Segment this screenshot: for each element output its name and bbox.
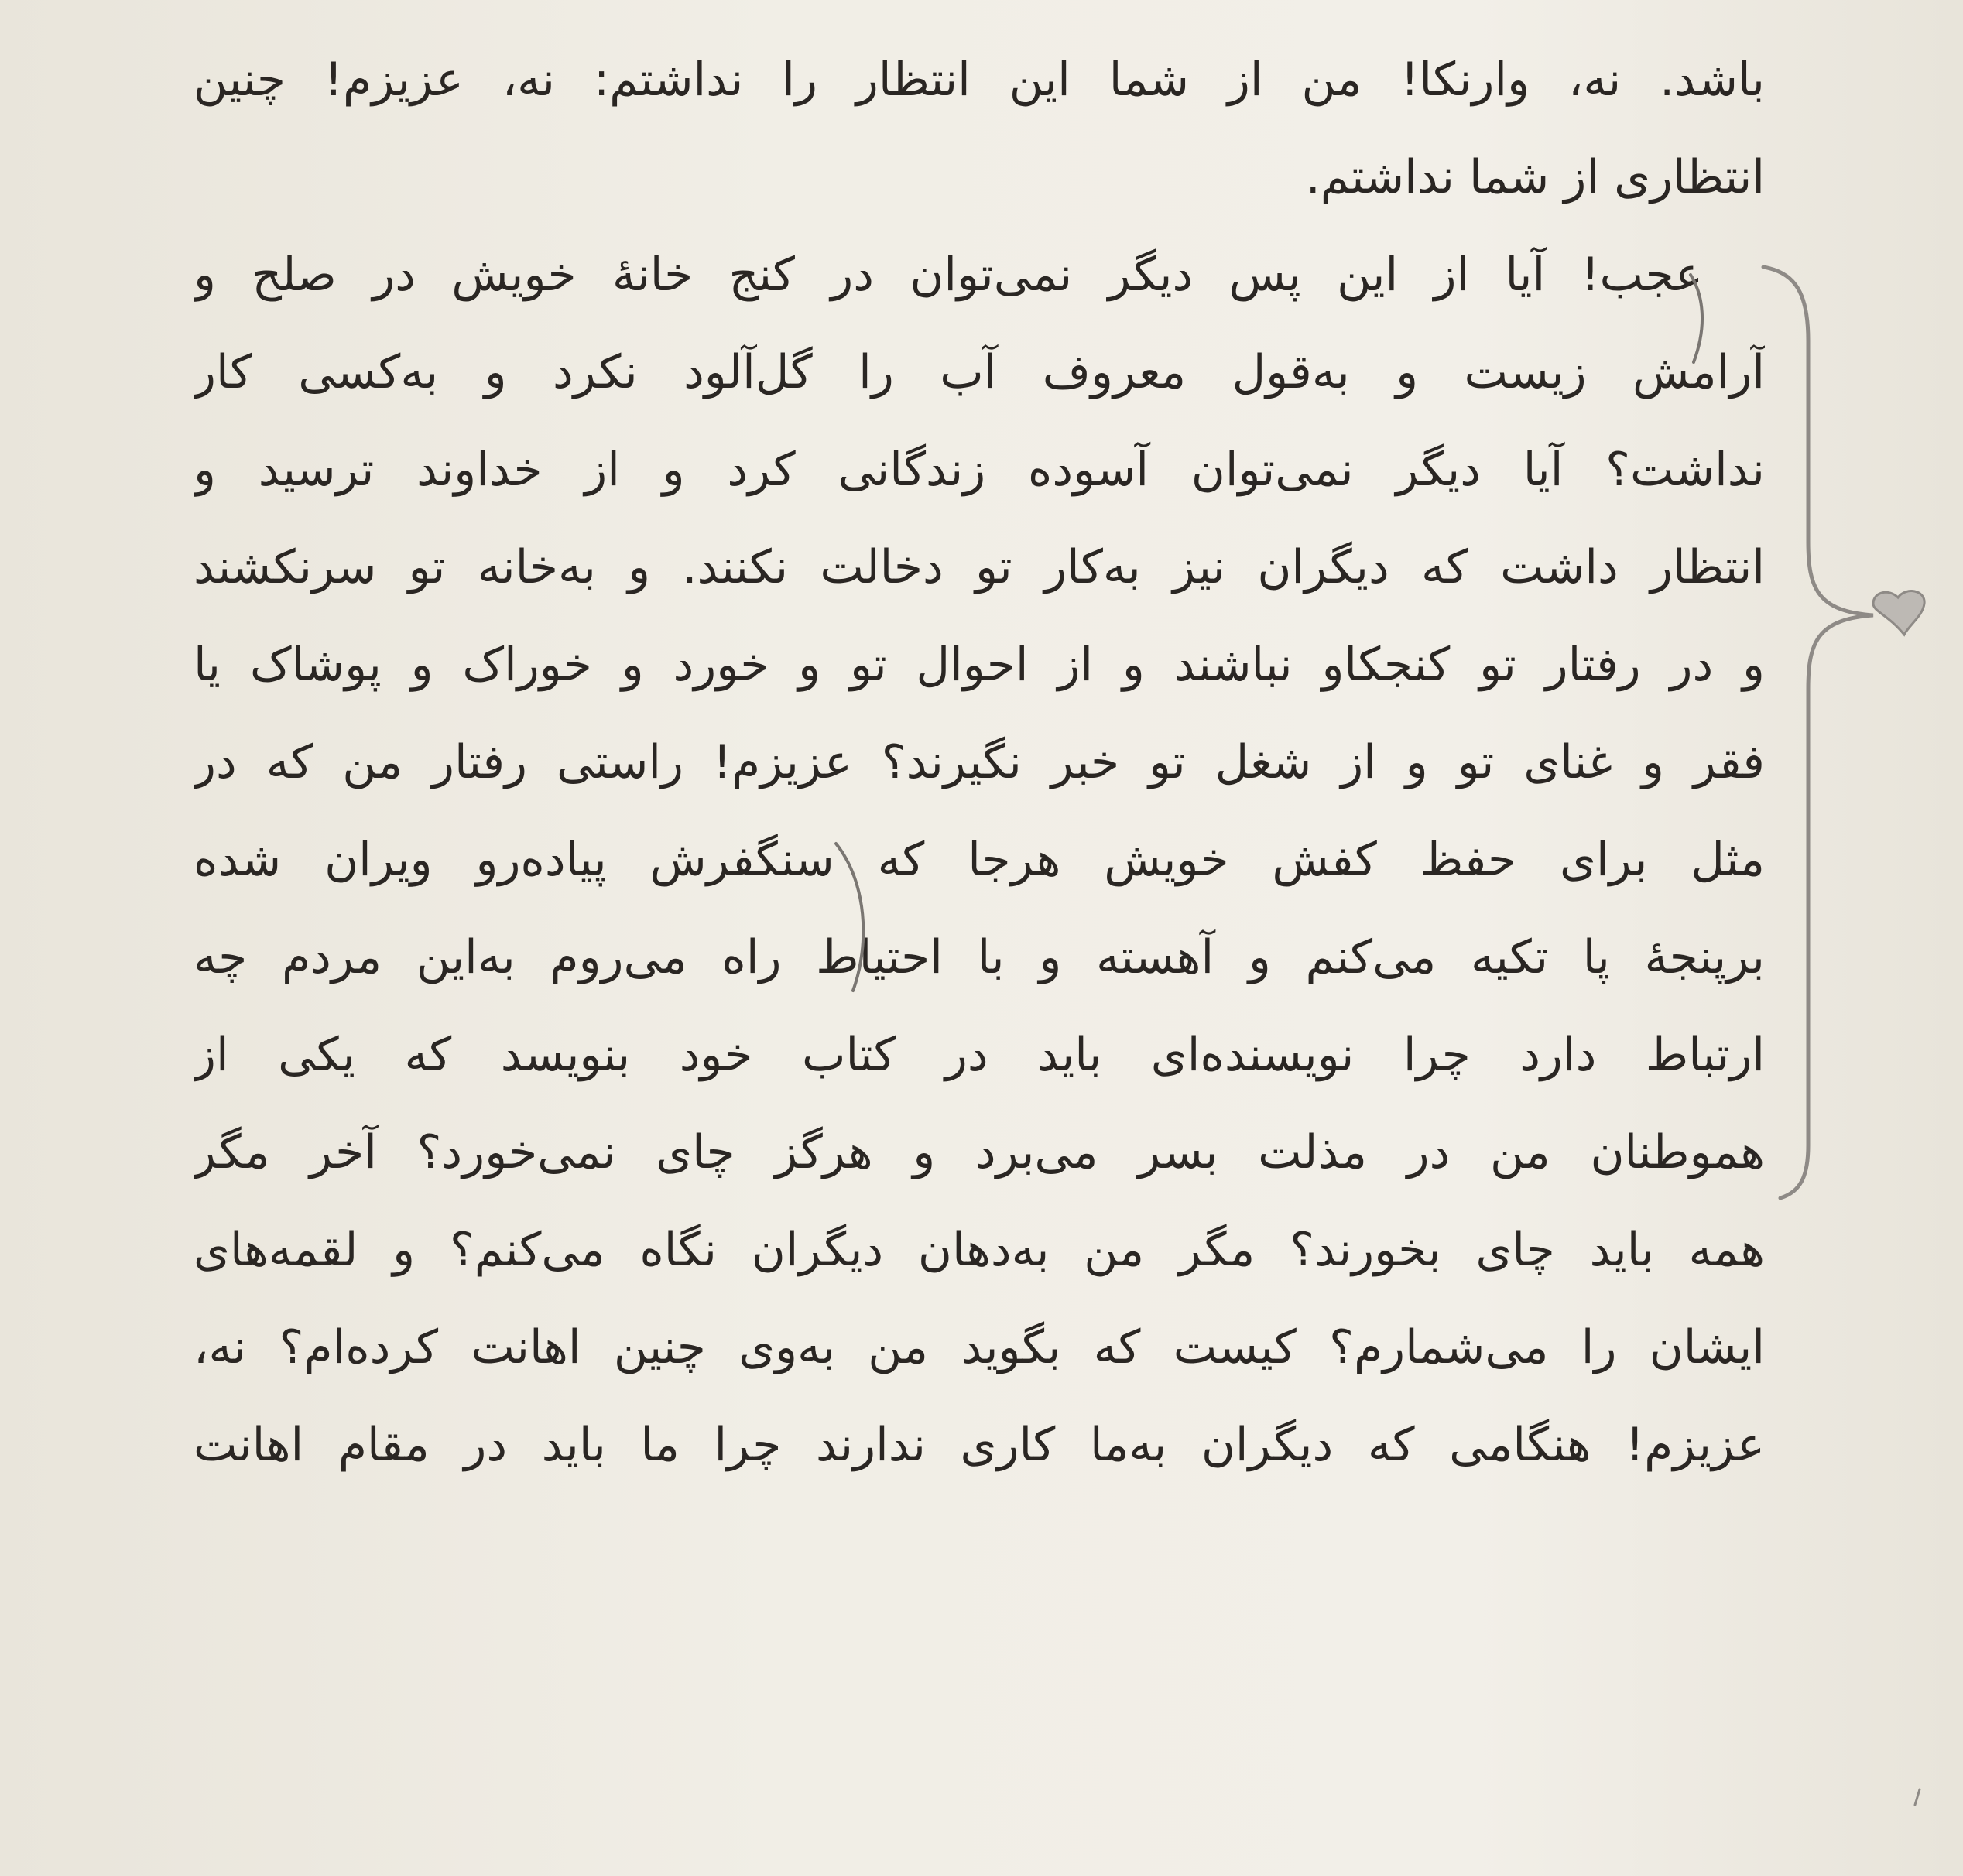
text-line-8: فقر و غنای تو و از شغل تو خبر نگیرند؟ عزیزم! راستی رفتار من که در — [194, 735, 1765, 789]
text-line-3: عجب! آیا از این پس دیگر نمی‌توان در کنج خانهٔ خویش در صلح و — [194, 248, 1703, 302]
text-line-6: انتظار داشت که دیگران نیز به‌کار تو دخالت نکنند. و به‌خانه تو سرنکشند — [194, 540, 1765, 594]
text-line-11: ارتباط دارد چرا نویسنده‌ای باید در کتاب خود بنویسد که یکی از — [194, 1028, 1765, 1082]
text-line-7: و در رفتار تو کنجکاو نباشند و از احوال تو و خورد و خوراک و پوشاک یا — [194, 638, 1765, 692]
margin-brace-mark — [1763, 267, 1873, 1198]
text-line-10: برپنجهٔ پا تکیه می‌کنم و آهسته و با احتیاط راه می‌روم به‌این مردم چه — [194, 930, 1765, 984]
text-line-13: همه باید چای بخورند؟ مگر من به‌دهان دیگران نگاه می‌کنم؟ و لقمه‌های — [194, 1223, 1765, 1277]
margin-tick-mark — [1915, 1789, 1920, 1805]
text-line-cut — [194, 0, 1765, 31]
text-line-14: ایشان را می‌شمارم؟ کیست که بگوید من به‌وی چنین اهانت کرده‌ام؟ نه، — [194, 1320, 1765, 1374]
text-line-2: انتظاری از شما نداشتم. — [1305, 150, 1765, 204]
text-line-5: نداشت؟ آیا دیگر نمی‌توان آسوده زندگانی کرد و از خداوند ترسید و — [194, 443, 1765, 497]
text-line-12: هموطنان من در مذلت بسر می‌برد و هرگز چای نمی‌خورد؟ آخر مگر — [194, 1125, 1765, 1179]
heart-icon — [1873, 591, 1924, 635]
text-line-1: باشد. نه، وارنکا! من از شما این انتظار را نداشتم: نه، عزیزم! چنین — [194, 53, 1765, 107]
text-line-15: عزیزم! هنگامی که دیگران به‌ما کاری ندارند چرا ما باید در مقام اهانت — [194, 1418, 1765, 1472]
text-body — [194, 15, 1765, 1494]
text-line-4: آرامش زیست و به‌قول معروف آب را گل‌آلود نکرد و به‌کسی کار — [194, 345, 1765, 399]
text-line-9: مثل برای حفظ کفش خویش هرجا که سنگفرش پیاده‌رو ویران شده — [194, 833, 1765, 887]
